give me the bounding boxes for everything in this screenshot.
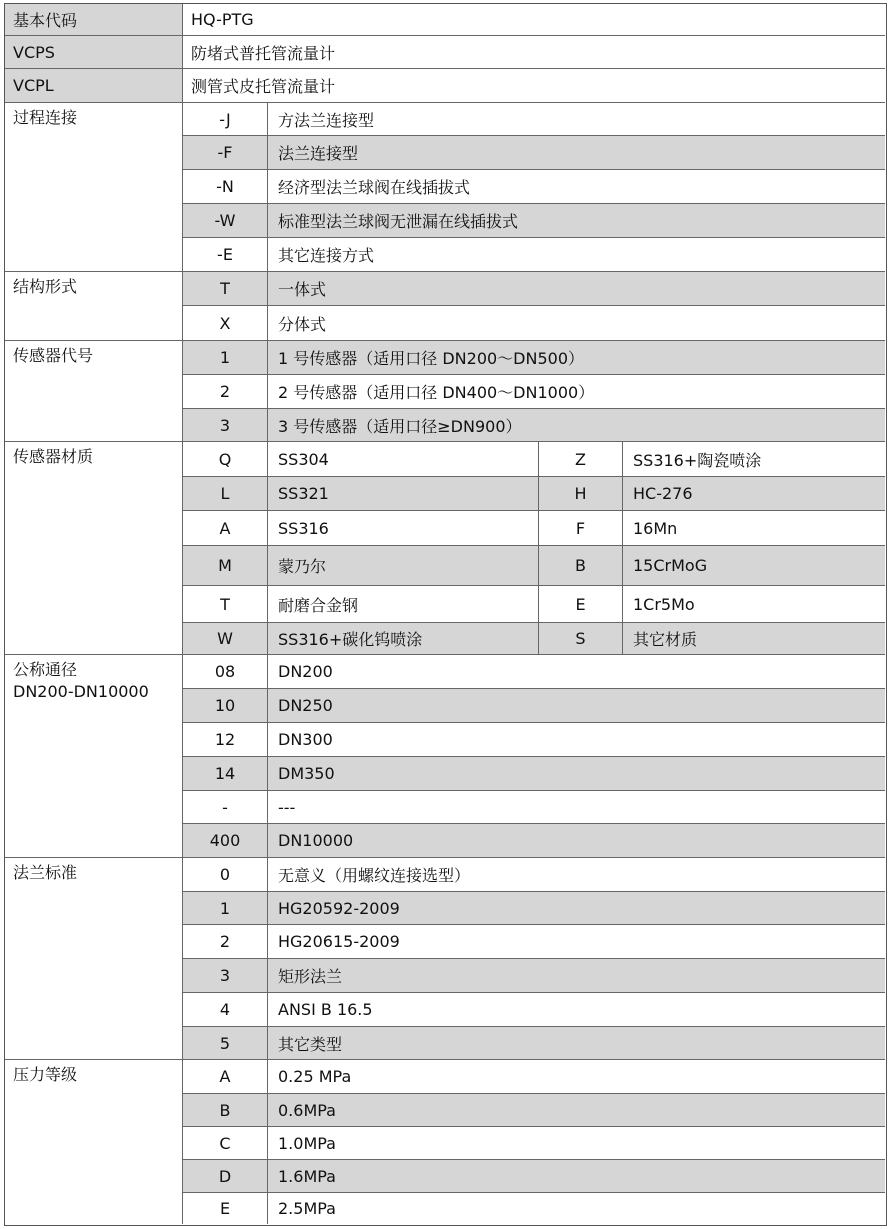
code-cell: 4 — [183, 993, 268, 1027]
model-vcpl-value: 测管式皮托管流量计 — [183, 69, 885, 103]
code-cell: -E — [183, 238, 268, 272]
desc-cell: HG20615-2009 — [268, 925, 885, 959]
code-cell: L — [183, 477, 268, 511]
section-title-nominal-diameter — [5, 655, 183, 858]
model-vcps-value: 防堵式普托管流量计 — [183, 36, 885, 69]
desc-cell: SS321 — [268, 477, 539, 511]
desc-cell: 法兰连接型 — [268, 136, 885, 170]
model-selection-table — [4, 3, 887, 1226]
code-cell: C — [183, 1127, 268, 1160]
code-cell: D — [183, 1160, 268, 1193]
code-cell: S — [539, 623, 623, 655]
desc-cell: DM350 — [268, 757, 885, 791]
code-cell: 1 — [183, 892, 268, 925]
code-cell: 2 — [183, 375, 268, 409]
section-title-process-connection: 过程连接 — [5, 103, 183, 272]
code-cell: A — [183, 1060, 268, 1094]
desc-cell: 蒙乃尔 — [268, 546, 539, 586]
code-cell: 10 — [183, 689, 268, 723]
base-code-label: 基本代码 — [5, 4, 183, 36]
desc-cell: 1Cr5Mo — [623, 586, 885, 623]
desc-cell: SS316+陶瓷喷涂 — [623, 442, 885, 477]
code-cell: B — [539, 546, 623, 586]
code-cell: X — [183, 306, 268, 341]
desc-cell: 方法兰连接型 — [268, 103, 885, 136]
code-cell: B — [183, 1094, 268, 1127]
section-title-pressure-rating: 压力等级 — [5, 1060, 183, 1224]
code-cell: 5 — [183, 1027, 268, 1060]
section-title-text: 公称通径 — [13, 660, 78, 679]
code-cell: -W — [183, 204, 268, 238]
code-cell: 3 — [183, 959, 268, 993]
model-vcps-label: VCPS — [5, 36, 183, 69]
code-cell: T — [183, 272, 268, 306]
desc-cell: 3 号传感器（适用口径≥DN900） — [268, 409, 885, 442]
code-cell: Z — [539, 442, 623, 477]
desc-cell: DN10000 — [268, 824, 885, 858]
code-cell: -F — [183, 136, 268, 170]
desc-cell: 标准型法兰球阀无泄漏在线插拔式 — [268, 204, 885, 238]
desc-cell: 耐磨合金钢 — [268, 586, 539, 623]
desc-cell: ANSI B 16.5 — [268, 993, 885, 1027]
desc-cell: HG20592-2009 — [268, 892, 885, 925]
code-cell: - — [183, 791, 268, 824]
desc-cell: DN250 — [268, 689, 885, 723]
desc-cell: SS304 — [268, 442, 539, 477]
code-cell: 400 — [183, 824, 268, 858]
section-title-flange-standard: 法兰标准 — [5, 858, 183, 1060]
base-code-value: HQ-PTG — [183, 4, 885, 36]
desc-cell: HC-276 — [623, 477, 885, 511]
section-subtitle-text: DN200-DN10000 — [13, 682, 149, 701]
code-cell: 14 — [183, 757, 268, 791]
desc-cell: 其它材质 — [623, 623, 885, 655]
desc-cell: DN200 — [268, 655, 885, 689]
code-cell: Q — [183, 442, 268, 477]
desc-cell: 2.5MPa — [268, 1193, 885, 1224]
code-cell: -J — [183, 103, 268, 136]
code-cell: F — [539, 511, 623, 546]
desc-cell: 0.25 MPa — [268, 1060, 885, 1094]
code-cell: E — [539, 586, 623, 623]
code-cell: T — [183, 586, 268, 623]
desc-cell: 16Mn — [623, 511, 885, 546]
section-title-sensor-code: 传感器代号 — [5, 341, 183, 442]
desc-cell: 无意义（用螺纹连接选型） — [268, 858, 885, 892]
desc-cell: 一体式 — [268, 272, 885, 306]
code-cell: 12 — [183, 723, 268, 757]
code-cell: M — [183, 546, 268, 586]
desc-cell: 2 号传感器（适用口径 DN400～DN1000） — [268, 375, 885, 409]
desc-cell: 0.6MPa — [268, 1094, 885, 1127]
desc-cell: 经济型法兰球阀在线插拔式 — [268, 170, 885, 204]
desc-cell: 其它类型 — [268, 1027, 885, 1060]
code-cell: 08 — [183, 655, 268, 689]
desc-cell: 分体式 — [268, 306, 885, 341]
desc-cell: 15CrMoG — [623, 546, 885, 586]
code-cell: A — [183, 511, 268, 546]
code-cell: 2 — [183, 925, 268, 959]
code-cell: 1 — [183, 341, 268, 375]
code-cell: 3 — [183, 409, 268, 442]
desc-cell: 矩形法兰 — [268, 959, 885, 993]
section-title-structure: 结构形式 — [5, 272, 183, 341]
desc-cell: SS316 — [268, 511, 539, 546]
code-cell: H — [539, 477, 623, 511]
code-cell: E — [183, 1193, 268, 1224]
desc-cell: 1.6MPa — [268, 1160, 885, 1193]
desc-cell: 1 号传感器（适用口径 DN200～DN500） — [268, 341, 885, 375]
desc-cell: 其它连接方式 — [268, 238, 885, 272]
code-cell: W — [183, 623, 268, 655]
section-title-sensor-material: 传感器材质 — [5, 442, 183, 655]
code-cell: 0 — [183, 858, 268, 892]
model-vcpl-label: VCPL — [5, 69, 183, 103]
desc-cell: SS316+碳化钨喷涂 — [268, 623, 539, 655]
desc-cell: DN300 — [268, 723, 885, 757]
desc-cell: 1.0MPa — [268, 1127, 885, 1160]
code-cell: -N — [183, 170, 268, 204]
desc-cell: --- — [268, 791, 885, 824]
